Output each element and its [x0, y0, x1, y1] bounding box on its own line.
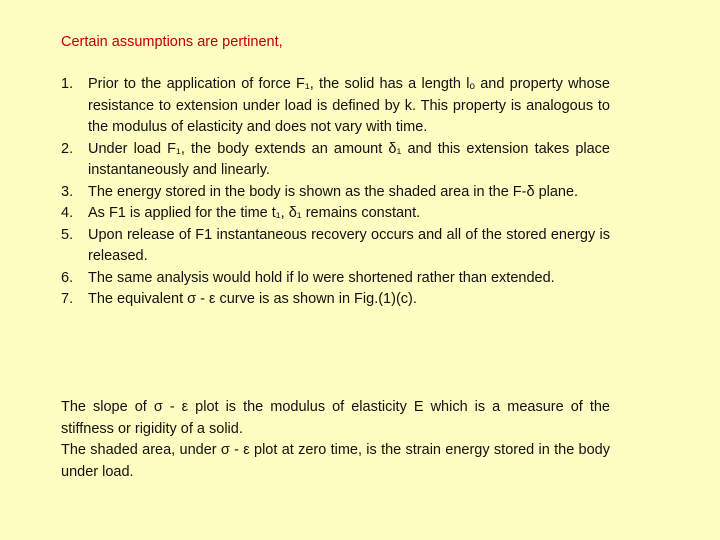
list-number: 4. [61, 205, 74, 221]
list-number: 7. [61, 291, 74, 307]
list-text: The same analysis would hold if lo were shortened rather than extended. [88, 269, 555, 286]
list-item [61, 225, 610, 268]
heading: Certain assumptions are pertinent, [61, 34, 283, 50]
list-text: The equivalent σ - ε curve is as shown in Fig.(1)(c). [88, 291, 417, 307]
list-item [61, 182, 610, 204]
assumptions-list [61, 74, 610, 311]
paragraph-slope: The slope of σ - ε plot is the modulus of elasticity E which is a measure of the stiffness or rigidity of a solid. [61, 399, 610, 437]
list-item [61, 268, 610, 290]
list-text: As F1 is applied for the time t₁, δ₁ remains constant. [88, 205, 421, 221]
list-number: 1. [61, 76, 74, 92]
list-item [61, 203, 610, 225]
list-number: 2. [61, 140, 74, 157]
list-text: The energy stored in the body is shown as the shaded area in the F-δ plane. [88, 183, 579, 200]
list-number: 6. [61, 269, 74, 286]
list-item [61, 74, 610, 139]
list-number: 5. [61, 226, 74, 243]
list-item [61, 139, 610, 182]
list-text: Under load F₁, the body extends an amount δ₁ and this extension takes place instantaneously and linearly. [88, 140, 610, 178]
list-text: Upon release of F1 instantaneous recovery occurs and all of the stored energy is released. [88, 226, 610, 264]
list-item [61, 289, 610, 311]
paragraph-shaded-area: The shaded area, under σ - ε plot at zero time, is the strain energy stored in the body under load. [61, 442, 610, 480]
list-text: Prior to the application of force F₁, the solid has a length lₒ and property whose resistance to extension under load is defined by k. This property is analogous to the modulus of elasticity and does not vary with time. [88, 76, 610, 135]
list-number: 3. [61, 183, 74, 200]
